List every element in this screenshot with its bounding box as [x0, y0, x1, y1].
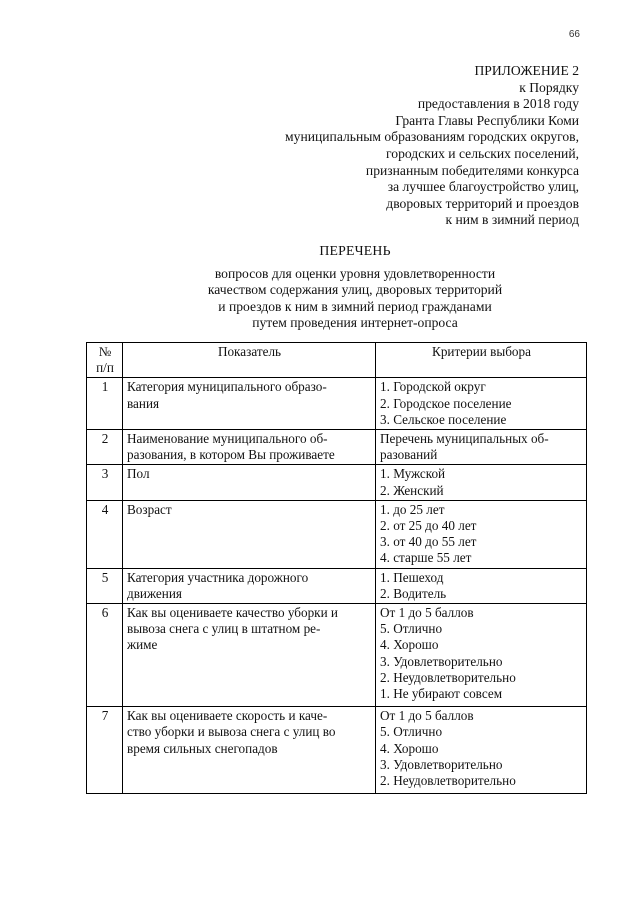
indicator-line: Возраст: [127, 501, 172, 517]
row-number: 7: [87, 707, 123, 794]
page-number: 66: [568, 29, 580, 40]
criteria-cell: [376, 707, 587, 794]
indicator-cell: [123, 568, 376, 603]
title-heading: ПЕРЕЧЕНЬ: [319, 243, 391, 258]
indicator-line: время сильных снегопадов: [127, 740, 278, 756]
criteria-option: 2. Женский: [380, 482, 444, 498]
appendix-line: признанным победителями конкурса: [365, 162, 579, 178]
table-row: [87, 465, 587, 500]
indicator-line: ство уборки и вывоза снега с улиц во: [127, 724, 336, 740]
appendix-line: предоставления в 2018 году: [417, 96, 579, 112]
appendix-line: Гранта Главы Республики Коми: [395, 112, 579, 128]
indicator-line: вывоза снега с улиц в штатном ре-: [127, 621, 321, 637]
criteria-option: 5. Отлично: [380, 724, 443, 740]
indicator-cell: [123, 465, 376, 500]
title-subtitle-line: вопросов для оценки уровня удовлетворенности: [214, 265, 496, 281]
criteria-cell: [376, 430, 587, 465]
table-row: [87, 604, 587, 707]
header-num-line: №: [98, 344, 112, 359]
appendix-header: [285, 63, 579, 229]
table-row: [87, 378, 587, 430]
criteria-option: разований: [380, 447, 438, 463]
criteria-cell: [376, 465, 587, 500]
criteria-option: 2. Неудовлетворительно: [380, 773, 516, 789]
criteria-option: От 1 до 5 баллов: [380, 708, 474, 724]
criteria-option: 3. Удовлетворительно: [380, 756, 503, 772]
title-subtitle-line: качеством содержания улиц, дворовых территорий: [207, 282, 503, 298]
criteria-option: 1. Не убирают совсем: [380, 686, 503, 702]
indicator-line: жиме: [127, 637, 158, 653]
row-number: 2: [87, 430, 123, 465]
criteria-cell: [376, 568, 587, 603]
row-number: 3: [87, 465, 123, 500]
criteria-option: Перечень муниципальных об-: [380, 431, 549, 447]
header-num-line: п/п: [96, 360, 114, 376]
title-subtitle-line: и проездов к ним в зимний период гражданами: [218, 298, 492, 314]
criteria-option: 2. от 25 до 40 лет: [380, 518, 477, 534]
criteria-option: 1. до 25 лет: [380, 501, 445, 517]
criteria-cell: [376, 604, 587, 707]
criteria-option: 1. Мужской: [380, 466, 446, 482]
row-number: 6: [87, 604, 123, 707]
criteria-cell: [376, 500, 587, 568]
indicator-cell: [123, 430, 376, 465]
criteria-option: 3. Сельское поселение: [380, 411, 507, 427]
survey-questions-table: [86, 342, 587, 794]
criteria-option: 3. от 40 до 55 лет: [380, 534, 477, 550]
table-row: [87, 500, 587, 568]
appendix-line: к Порядку: [519, 79, 579, 95]
indicator-line: движения: [127, 585, 182, 601]
row-number: 1: [87, 378, 123, 430]
indicator-line: Пол: [127, 466, 150, 482]
criteria-option: 4. старше 55 лет: [380, 550, 472, 566]
table-header-row: [87, 343, 587, 378]
indicator-cell: [123, 707, 376, 794]
indicator-line: Как вы оцениваете качество уборки и: [127, 605, 338, 621]
table-row: [87, 707, 587, 794]
table-row: [87, 430, 587, 465]
appendix-line: за лучшее благоустройство улиц,: [387, 179, 579, 195]
header-indicator: Показатель: [123, 343, 376, 378]
document-title: [120, 243, 590, 332]
header-num: [87, 343, 123, 378]
title-subtitle-line: путем проведения интернет-опроса: [252, 315, 458, 331]
indicator-line: вания: [127, 395, 160, 411]
criteria-option: 2. Неудовлетворительно: [380, 669, 516, 685]
indicator-line: Категория участника дорожного: [127, 569, 309, 585]
indicator-line: разования, в котором Вы проживаете: [127, 447, 335, 463]
indicator-cell: [123, 500, 376, 568]
indicator-cell: [123, 378, 376, 430]
criteria-option: 1. Городской округ: [380, 379, 486, 395]
criteria-option: 4. Хорошо: [380, 637, 439, 653]
appendix-line: муниципальным образованиям городских округов,: [285, 129, 579, 145]
indicator-line: Категория муниципального образо-: [127, 379, 327, 395]
appendix-line: ПРИЛОЖЕНИЕ 2: [474, 63, 579, 78]
criteria-option: 1. Пешеход: [380, 569, 444, 585]
indicator-line: Как вы оцениваете скорость и каче-: [127, 708, 328, 724]
criteria-option: 2. Городское поселение: [380, 395, 512, 411]
appendix-line: городских и сельских поселений,: [386, 145, 579, 161]
criteria-option: 3. Удовлетворительно: [380, 653, 503, 669]
criteria-option: 2. Водитель: [380, 585, 447, 601]
criteria-option: 5. Отлично: [380, 621, 443, 637]
row-number: 4: [87, 500, 123, 568]
row-number: 5: [87, 568, 123, 603]
indicator-line: Наименование муниципального об-: [127, 431, 328, 447]
criteria-option: От 1 до 5 баллов: [380, 605, 474, 621]
criteria-cell: [376, 378, 587, 430]
indicator-cell: [123, 604, 376, 707]
appendix-line: дворовых территорий и проездов: [386, 195, 579, 211]
table-row: [87, 568, 587, 603]
criteria-option: 4. Хорошо: [380, 740, 439, 756]
header-criteria: Критерии выбора: [376, 343, 587, 378]
appendix-line: к ним в зимний период: [445, 212, 579, 228]
